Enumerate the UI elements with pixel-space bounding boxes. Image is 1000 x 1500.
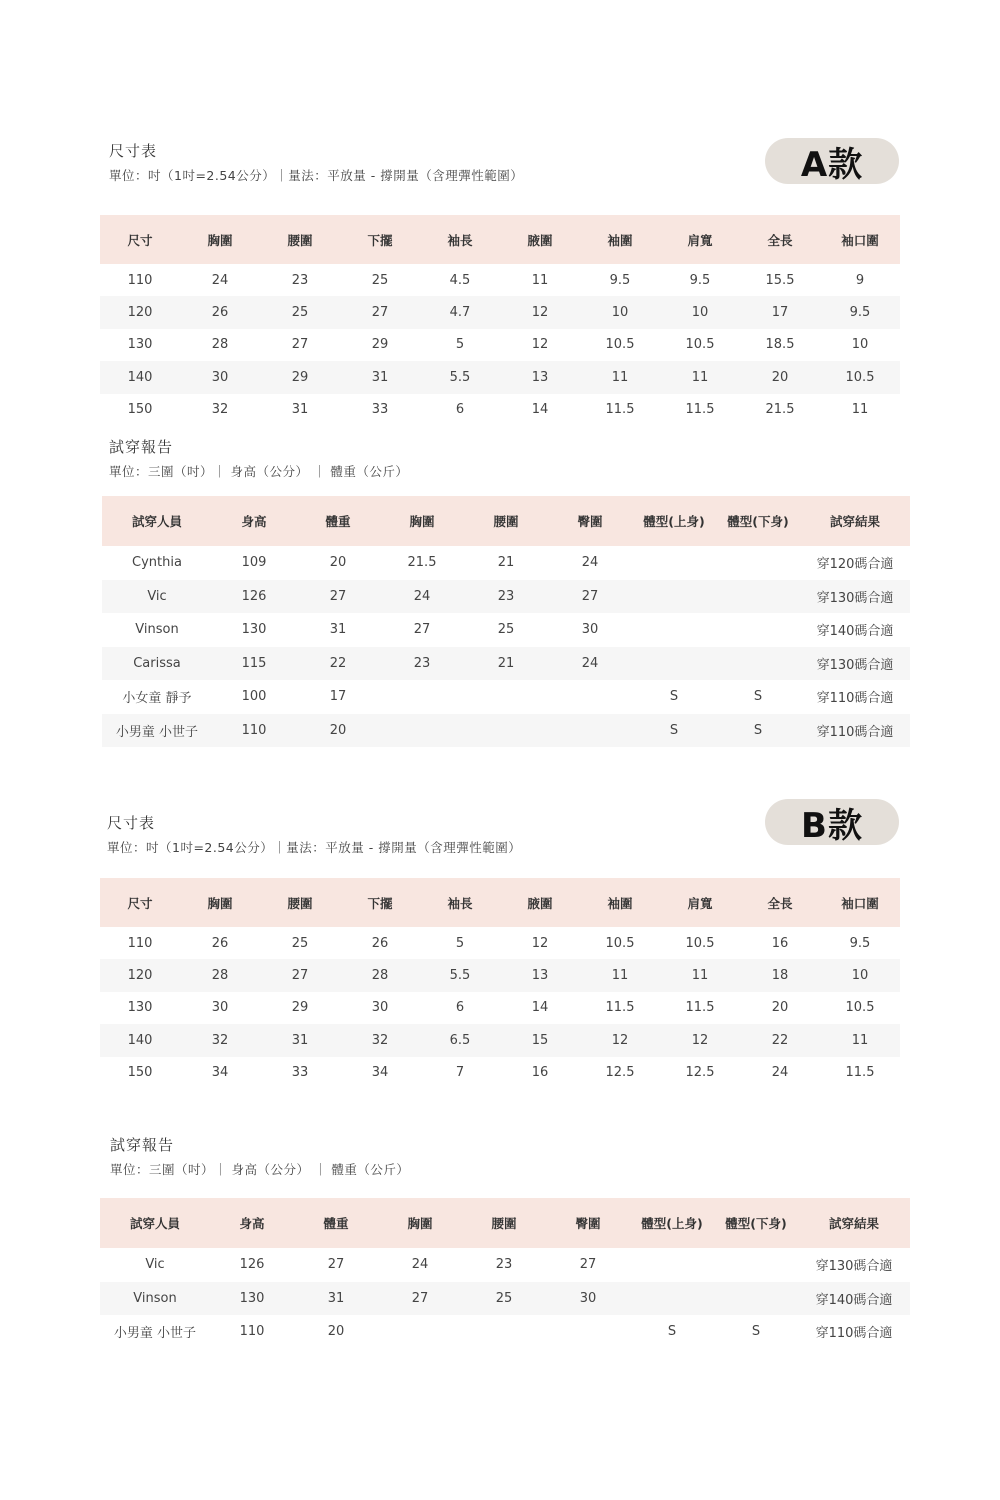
table-cell: 24: [548, 546, 632, 580]
table-cell: 12: [660, 1024, 740, 1056]
table-cell: [716, 613, 800, 647]
column-header: 腰圍: [260, 878, 340, 927]
table-row: [100, 959, 900, 991]
table-row: [102, 680, 910, 714]
table-cell: S: [716, 680, 800, 714]
column-header: 身高: [210, 1198, 294, 1248]
column-header: 胸圍: [378, 1198, 462, 1248]
table-cell: 6: [420, 992, 500, 1024]
table-cell: 130: [100, 329, 180, 361]
table-row: [100, 1024, 900, 1056]
table-cell: 10.5: [820, 361, 900, 393]
style-badge-b: B款: [765, 799, 899, 845]
table-cell: 小女童 靜予: [102, 680, 212, 714]
table-cell: 120: [100, 296, 180, 328]
table-cell: 27: [548, 580, 632, 614]
size-chart-title-b: 尺寸表: [107, 814, 156, 832]
table-row: [100, 1248, 910, 1282]
column-header: 胸圍: [180, 878, 260, 927]
column-header: 全長: [740, 215, 820, 264]
table-cell: 16: [500, 1057, 580, 1089]
table-cell: 33: [260, 1057, 340, 1089]
table-cell: [630, 1282, 714, 1316]
table-cell: [632, 613, 716, 647]
table-cell: 14: [500, 992, 580, 1024]
table-cell: 110: [100, 264, 180, 296]
table-cell: 140: [100, 361, 180, 393]
table-cell: 11.5: [580, 394, 660, 426]
table-cell: S: [632, 680, 716, 714]
column-header: 尺寸: [100, 215, 180, 264]
column-header: 體重: [294, 1198, 378, 1248]
table-cell: 穿140碼合適: [800, 613, 910, 647]
column-header: 身高: [212, 496, 296, 546]
table-row: [100, 992, 900, 1024]
table-cell: [378, 1315, 462, 1349]
column-header: 下擺: [340, 878, 420, 927]
table-cell: 130: [210, 1282, 294, 1316]
table-cell: 12.5: [580, 1057, 660, 1089]
table-cell: 10: [820, 329, 900, 361]
table-cell: Vinson: [100, 1282, 210, 1316]
table-cell: 小男童 小世子: [102, 714, 212, 748]
size-chart-header-row: [100, 215, 900, 264]
table-cell: 10.5: [820, 992, 900, 1024]
table-cell: 10: [820, 959, 900, 991]
table-cell: 10.5: [580, 927, 660, 959]
table-cell: [546, 1315, 630, 1349]
table-cell: 28: [340, 959, 420, 991]
table-cell: 穿140碼合適: [798, 1282, 910, 1316]
table-cell: 34: [340, 1057, 420, 1089]
table-cell: 30: [546, 1282, 630, 1316]
table-cell: 32: [340, 1024, 420, 1056]
table-cell: Vic: [100, 1248, 210, 1282]
table-row: [100, 264, 900, 296]
table-cell: 11: [660, 361, 740, 393]
table-cell: 13: [500, 959, 580, 991]
table-cell: 32: [180, 1024, 260, 1056]
table-cell: 109: [212, 546, 296, 580]
table-row: [100, 329, 900, 361]
table-cell: 18.5: [740, 329, 820, 361]
table-cell: 22: [740, 1024, 820, 1056]
table-cell: 12: [580, 1024, 660, 1056]
table-cell: 7: [420, 1057, 500, 1089]
table-row: [102, 714, 910, 748]
table-cell: 27: [340, 296, 420, 328]
table-cell: 11: [500, 264, 580, 296]
table-cell: 11: [820, 1024, 900, 1056]
table-cell: [630, 1248, 714, 1282]
table-cell: [548, 714, 632, 748]
column-header: 胸圍: [380, 496, 464, 546]
column-header: 腋圍: [500, 878, 580, 927]
column-header: 試穿人員: [102, 496, 212, 546]
table-cell: 32: [180, 394, 260, 426]
table-cell: 130: [212, 613, 296, 647]
table-cell: 26: [180, 927, 260, 959]
fit-report-unit-note-b: 單位：三圍（吋）｜ 身高（公分） ｜ 體重（公斤）: [110, 1162, 410, 1177]
size-chart-table-b: [100, 878, 900, 1089]
table-cell: [548, 680, 632, 714]
table-row: [100, 296, 900, 328]
table-cell: 9: [820, 264, 900, 296]
table-cell: 150: [100, 1057, 180, 1089]
column-header: 腰圍: [464, 496, 548, 546]
table-cell: 27: [260, 959, 340, 991]
table-cell: 24: [740, 1057, 820, 1089]
table-row: [100, 927, 900, 959]
table-cell: 17: [296, 680, 380, 714]
table-cell: 31: [340, 361, 420, 393]
table-cell: 25: [340, 264, 420, 296]
column-header: 肩寬: [660, 215, 740, 264]
table-cell: 穿130碼合適: [798, 1248, 910, 1282]
fit-report-table-b: [100, 1198, 910, 1349]
table-cell: [464, 680, 548, 714]
table-cell: 12.5: [660, 1057, 740, 1089]
column-header: 腰圍: [260, 215, 340, 264]
column-header: 袖口圍: [820, 878, 900, 927]
table-cell: 6: [420, 394, 500, 426]
table-cell: [380, 714, 464, 748]
table-cell: 29: [260, 992, 340, 1024]
table-cell: 13: [500, 361, 580, 393]
table-cell: 25: [464, 613, 548, 647]
table-cell: 21: [464, 546, 548, 580]
table-cell: 12: [500, 329, 580, 361]
table-cell: 33: [340, 394, 420, 426]
table-cell: S: [714, 1315, 798, 1349]
table-cell: 30: [180, 992, 260, 1024]
table-cell: 22: [296, 647, 380, 681]
table-cell: 110: [210, 1315, 294, 1349]
table-cell: 31: [260, 1024, 340, 1056]
table-cell: S: [630, 1315, 714, 1349]
table-cell: 120: [100, 959, 180, 991]
table-cell: [632, 580, 716, 614]
table-cell: [716, 546, 800, 580]
table-cell: S: [716, 714, 800, 748]
table-cell: 23: [464, 580, 548, 614]
table-cell: 10.5: [660, 329, 740, 361]
table-cell: 26: [340, 927, 420, 959]
table-cell: 24: [548, 647, 632, 681]
table-cell: 12: [500, 927, 580, 959]
table-row: [102, 647, 910, 681]
table-cell: 110: [212, 714, 296, 748]
column-header: 腰圍: [462, 1198, 546, 1248]
table-cell: 20: [296, 714, 380, 748]
table-cell: 24: [378, 1248, 462, 1282]
size-chart-unit-note-b: 單位：吋（1吋=2.54公分）｜量法：平放量 - 撐開量（含理彈性範圍）: [107, 840, 522, 855]
table-cell: 11.5: [660, 394, 740, 426]
table-cell: 150: [100, 394, 180, 426]
table-cell: 31: [296, 613, 380, 647]
column-header: 下擺: [340, 215, 420, 264]
table-cell: 9.5: [660, 264, 740, 296]
table-cell: 24: [180, 264, 260, 296]
column-header: 胸圍: [180, 215, 260, 264]
table-cell: 28: [180, 329, 260, 361]
table-cell: 11: [580, 959, 660, 991]
table-cell: 5: [420, 927, 500, 959]
table-cell: 10.5: [660, 927, 740, 959]
table-cell: S: [632, 714, 716, 748]
table-cell: [632, 647, 716, 681]
table-row: [102, 580, 910, 614]
table-cell: [716, 580, 800, 614]
size-chart-title-a: 尺寸表: [109, 142, 158, 160]
table-cell: 12: [500, 296, 580, 328]
table-cell: Vic: [102, 580, 212, 614]
column-header: 腋圍: [500, 215, 580, 264]
table-cell: 30: [548, 613, 632, 647]
table-row: [102, 546, 910, 580]
table-cell: 穿110碼合適: [800, 680, 910, 714]
column-header: 體型(下身): [716, 496, 800, 546]
table-cell: 17: [740, 296, 820, 328]
column-header: 袖長: [420, 215, 500, 264]
table-cell: 23: [260, 264, 340, 296]
table-cell: 小男童 小世子: [100, 1315, 210, 1349]
table-cell: 130: [100, 992, 180, 1024]
table-cell: 10: [660, 296, 740, 328]
table-cell: 5.5: [420, 361, 500, 393]
table-cell: [464, 714, 548, 748]
table-row: [100, 394, 900, 426]
table-cell: 25: [260, 927, 340, 959]
table-cell: 23: [380, 647, 464, 681]
table-cell: 21: [464, 647, 548, 681]
column-header: 試穿人員: [100, 1198, 210, 1248]
table-row: [100, 361, 900, 393]
table-cell: 25: [260, 296, 340, 328]
table-cell: 15.5: [740, 264, 820, 296]
table-cell: 30: [340, 992, 420, 1024]
table-cell: 穿110碼合適: [800, 714, 910, 748]
table-cell: 9.5: [820, 296, 900, 328]
table-cell: 4.5: [420, 264, 500, 296]
table-cell: 27: [294, 1248, 378, 1282]
table-cell: [632, 546, 716, 580]
table-cell: 穿120碼合適: [800, 546, 910, 580]
style-badge-a: A款: [765, 138, 899, 184]
table-cell: 27: [546, 1248, 630, 1282]
table-cell: 29: [260, 361, 340, 393]
fit-report-unit-note-a: 單位：三圍（吋）｜ 身高（公分） ｜ 體重（公斤）: [109, 464, 409, 479]
table-cell: Vinson: [102, 613, 212, 647]
table-cell: 20: [740, 992, 820, 1024]
column-header: 臀圍: [548, 496, 632, 546]
table-cell: 15: [500, 1024, 580, 1056]
column-header: 體型(上身): [632, 496, 716, 546]
table-cell: Cynthia: [102, 546, 212, 580]
table-cell: 16: [740, 927, 820, 959]
table-cell: 14: [500, 394, 580, 426]
column-header: 袖圍: [580, 878, 660, 927]
table-row: [100, 1057, 900, 1089]
table-cell: 20: [740, 361, 820, 393]
table-cell: 26: [180, 296, 260, 328]
table-cell: 10: [580, 296, 660, 328]
table-row: [100, 1315, 910, 1349]
table-cell: 5.5: [420, 959, 500, 991]
table-cell: 21.5: [380, 546, 464, 580]
column-header: 體型(下身): [714, 1198, 798, 1248]
fit-report-table-a: [102, 496, 910, 747]
fit-report-title-a: 試穿報告: [109, 438, 174, 456]
table-cell: 11: [820, 394, 900, 426]
column-header: 全長: [740, 878, 820, 927]
size-chart-table-a: [100, 215, 900, 426]
table-row: [100, 1282, 910, 1316]
table-cell: 25: [462, 1282, 546, 1316]
table-cell: 6.5: [420, 1024, 500, 1056]
column-header: 袖口圍: [820, 215, 900, 264]
table-cell: 11.5: [580, 992, 660, 1024]
table-cell: 115: [212, 647, 296, 681]
table-cell: [714, 1248, 798, 1282]
table-cell: 100: [212, 680, 296, 714]
table-cell: 5: [420, 329, 500, 361]
table-cell: Carissa: [102, 647, 212, 681]
fit-report-header-row: [102, 496, 910, 546]
size-chart-header-row: [100, 878, 900, 927]
table-cell: 9.5: [580, 264, 660, 296]
table-cell: [462, 1315, 546, 1349]
column-header: 體重: [296, 496, 380, 546]
fit-report-title-b: 試穿報告: [110, 1136, 175, 1154]
table-cell: 穿130碼合適: [800, 647, 910, 681]
table-cell: 110: [100, 927, 180, 959]
table-cell: 27: [296, 580, 380, 614]
table-cell: 27: [260, 329, 340, 361]
table-cell: 18: [740, 959, 820, 991]
table-cell: 27: [380, 613, 464, 647]
table-cell: 31: [294, 1282, 378, 1316]
column-header: 袖長: [420, 878, 500, 927]
table-cell: 29: [340, 329, 420, 361]
column-header: 肩寬: [660, 878, 740, 927]
table-cell: 4.7: [420, 296, 500, 328]
table-cell: 28: [180, 959, 260, 991]
table-cell: 9.5: [820, 927, 900, 959]
column-header: 體型(上身): [630, 1198, 714, 1248]
table-cell: 126: [212, 580, 296, 614]
column-header: 試穿結果: [798, 1198, 910, 1248]
table-row: [102, 613, 910, 647]
table-cell: [380, 680, 464, 714]
table-cell: 30: [180, 361, 260, 393]
fit-report-header-row: [100, 1198, 910, 1248]
table-cell: 140: [100, 1024, 180, 1056]
table-cell: 穿130碼合適: [800, 580, 910, 614]
table-cell: 126: [210, 1248, 294, 1282]
column-header: 尺寸: [100, 878, 180, 927]
table-cell: 23: [462, 1248, 546, 1282]
table-cell: 10.5: [580, 329, 660, 361]
column-header: 臀圍: [546, 1198, 630, 1248]
table-cell: 11.5: [660, 992, 740, 1024]
size-chart-unit-note-a: 單位：吋（1吋=2.54公分）｜量法：平放量 - 撐開量（含理彈性範圍）: [109, 168, 524, 183]
table-cell: 31: [260, 394, 340, 426]
table-cell: [714, 1282, 798, 1316]
table-cell: 20: [296, 546, 380, 580]
column-header: 袖圍: [580, 215, 660, 264]
table-cell: 11.5: [820, 1057, 900, 1089]
table-cell: 11: [580, 361, 660, 393]
column-header: 試穿結果: [800, 496, 910, 546]
table-cell: 24: [380, 580, 464, 614]
table-cell: [716, 647, 800, 681]
table-cell: 21.5: [740, 394, 820, 426]
table-cell: 穿110碼合適: [798, 1315, 910, 1349]
table-cell: 34: [180, 1057, 260, 1089]
table-cell: 11: [660, 959, 740, 991]
table-cell: 27: [378, 1282, 462, 1316]
table-cell: 20: [294, 1315, 378, 1349]
